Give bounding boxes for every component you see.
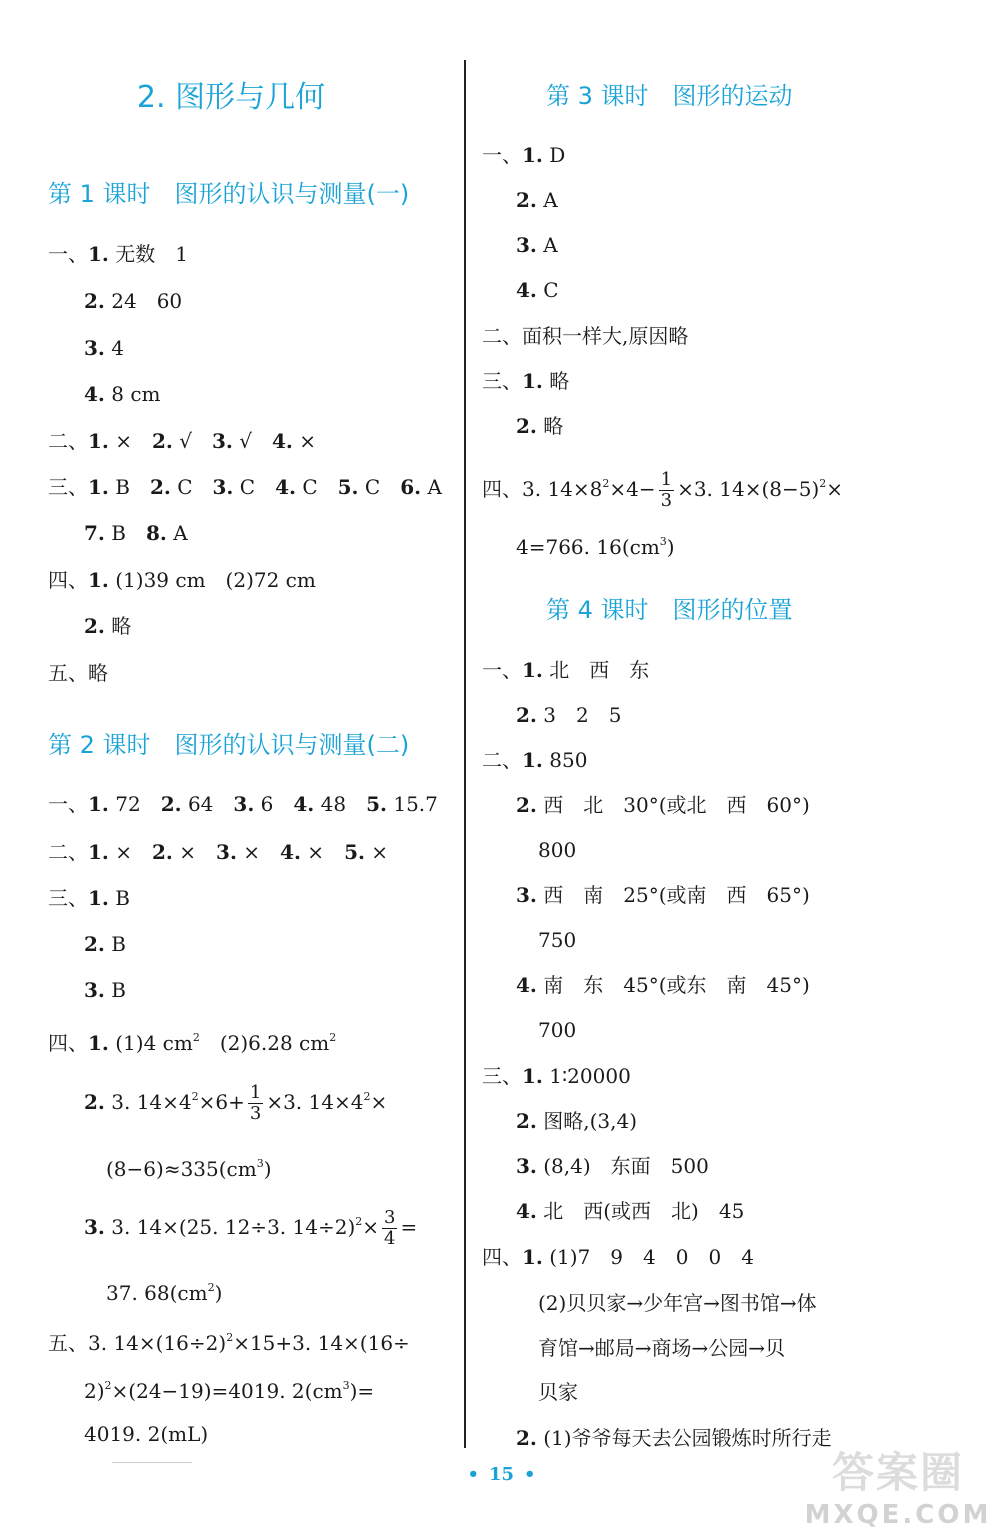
fraction: $\frac{1}{3}$ (660, 469, 673, 511)
answer-line: 4. 8 cm (84, 382, 161, 406)
lesson-1-title: 第 1 课时 图形的认识与测量(一) (48, 180, 410, 208)
answer-line: 800 (538, 838, 577, 862)
answer-line: (2)贝贝家→少年宫→图书馆→体 (538, 1291, 817, 1315)
answer-line: 3. B (84, 978, 126, 1002)
answer-line: 750 (538, 928, 577, 952)
answer-line: 2. (1)爷爷每天去公园锻炼时所行走 (516, 1426, 832, 1450)
answer-line: 三、1. B 2. C 3. C 4. C 5. C 6. A (48, 475, 442, 499)
answer-line: 四、1. (1)39 cm (2)72 cm (48, 568, 316, 592)
fraction: $\frac{3}{4}$ (384, 1207, 396, 1249)
answer-line: 3. A (516, 233, 558, 257)
formula-line: 4019. 2(mL) (84, 1422, 209, 1446)
answer-line: 4. C (516, 278, 559, 302)
answer-line: 三、1. 1∶20000 (482, 1064, 631, 1088)
answer-line: 二、面积一样大,原因略 (482, 324, 689, 348)
page-number: • 15 • (467, 1464, 536, 1485)
lesson-3-title: 第 3 课时 图形的运动 (546, 82, 793, 110)
answer-line: 7. B 8. A (84, 521, 188, 545)
answer-line: 4. 北 西(或西 北) 45 (516, 1199, 745, 1223)
answer-line: 2. 西 北 30°(或北 西 60°) (516, 793, 810, 817)
answer-line: 育馆→邮局→商场→公园→贝 (538, 1336, 786, 1360)
watermark-text: 答案圈 (831, 1448, 964, 1497)
answer-line: 3. 4 (84, 336, 124, 360)
formula-line: 3. 3. 14×(25. 12÷3. 14÷2)$^2$× $\frac{3}{4}$ = (84, 1207, 418, 1249)
formula-line: 37. $68(cm^2)$ (106, 1281, 223, 1305)
answer-line: 四、1. (1)4 $cm^2$ (2)6.28 $cm^2$ (48, 1031, 337, 1055)
answer-line: 五、略 (48, 661, 108, 685)
formula-line: 五、3. $14\times(16\div 2)^2\times 15+3$. 14×(16÷ (48, 1331, 410, 1355)
lesson-2-title: 第 2 课时 图形的认识与测量(二) (48, 731, 410, 759)
answer-line: 3. 西 南 25°(或南 西 65°) (516, 883, 810, 907)
answer-line: 2. 略 (516, 414, 564, 438)
answer-line: 三、1. B (48, 886, 130, 910)
answer-line: 2. A (516, 188, 558, 212)
answer-line: 三、1. 略 (482, 369, 570, 393)
chapter-title: 2. 图形与几何 (136, 80, 326, 115)
answer-line: 700 (538, 1018, 577, 1042)
answer-line: 二、1. × 2. √ 3. √ 4. × (48, 429, 317, 453)
answer-line: 贝家 (538, 1380, 578, 1404)
lesson-4-title: 第 4 课时 图形的位置 (546, 596, 793, 624)
watermark-url: MXQE.COM (804, 1500, 992, 1530)
formula-line: 四、3. $14\times 8^2\times 4-$ $\frac{1}{3}$ ×3. $14\times(8-5)^2\times$ (482, 469, 844, 511)
answer-line: 2. 略 (84, 614, 132, 638)
bottom-rule (112, 1462, 192, 1463)
watermark-logo (798, 1440, 998, 1532)
column-divider (464, 60, 466, 1448)
answer-line: 二、1. 850 (482, 748, 588, 772)
answer-line: 2. 图略,(3,4) (516, 1109, 638, 1133)
answer-line: 四、1. (1)7 9 4 0 0 4 (482, 1245, 754, 1269)
answer-line: 一、1. 无数 1 (48, 242, 188, 266)
answer-line: 2. 3 2 5 (516, 703, 622, 727)
answer-line: 二、1. × 2. × 3. × 4. × 5. × (48, 840, 389, 864)
formula-line: 2. 3. $14\times 4^2\times 6+$ $\frac{1}{3}$ ×3. $14\times 4^2\times$ (84, 1082, 388, 1124)
answer-line: 3. (8,4) 东面 500 (516, 1154, 709, 1178)
formula-line: $(8-6)\approx 335(cm^3)$ (106, 1157, 272, 1181)
answer-line: 2. B (84, 932, 126, 956)
formula-line: 4=766. $16(cm^3)$ (516, 535, 675, 559)
answer-line: 一、1. 北 西 东 (482, 658, 650, 682)
answer-line: 一、1. D (482, 143, 566, 167)
answer-line: 4. 南 东 45°(或东 南 45°) (516, 973, 810, 997)
answer-line: 2. 24 60 (84, 289, 183, 313)
answer-line: 一、1. 72 2. 64 3. 6 4. 48 5. 15.7 (48, 792, 438, 816)
fraction: $\frac{1}{3}$ (249, 1082, 262, 1124)
formula-line: 2)$^2$×(24−19)=4019. $2(cm^3)=$ (84, 1379, 375, 1403)
